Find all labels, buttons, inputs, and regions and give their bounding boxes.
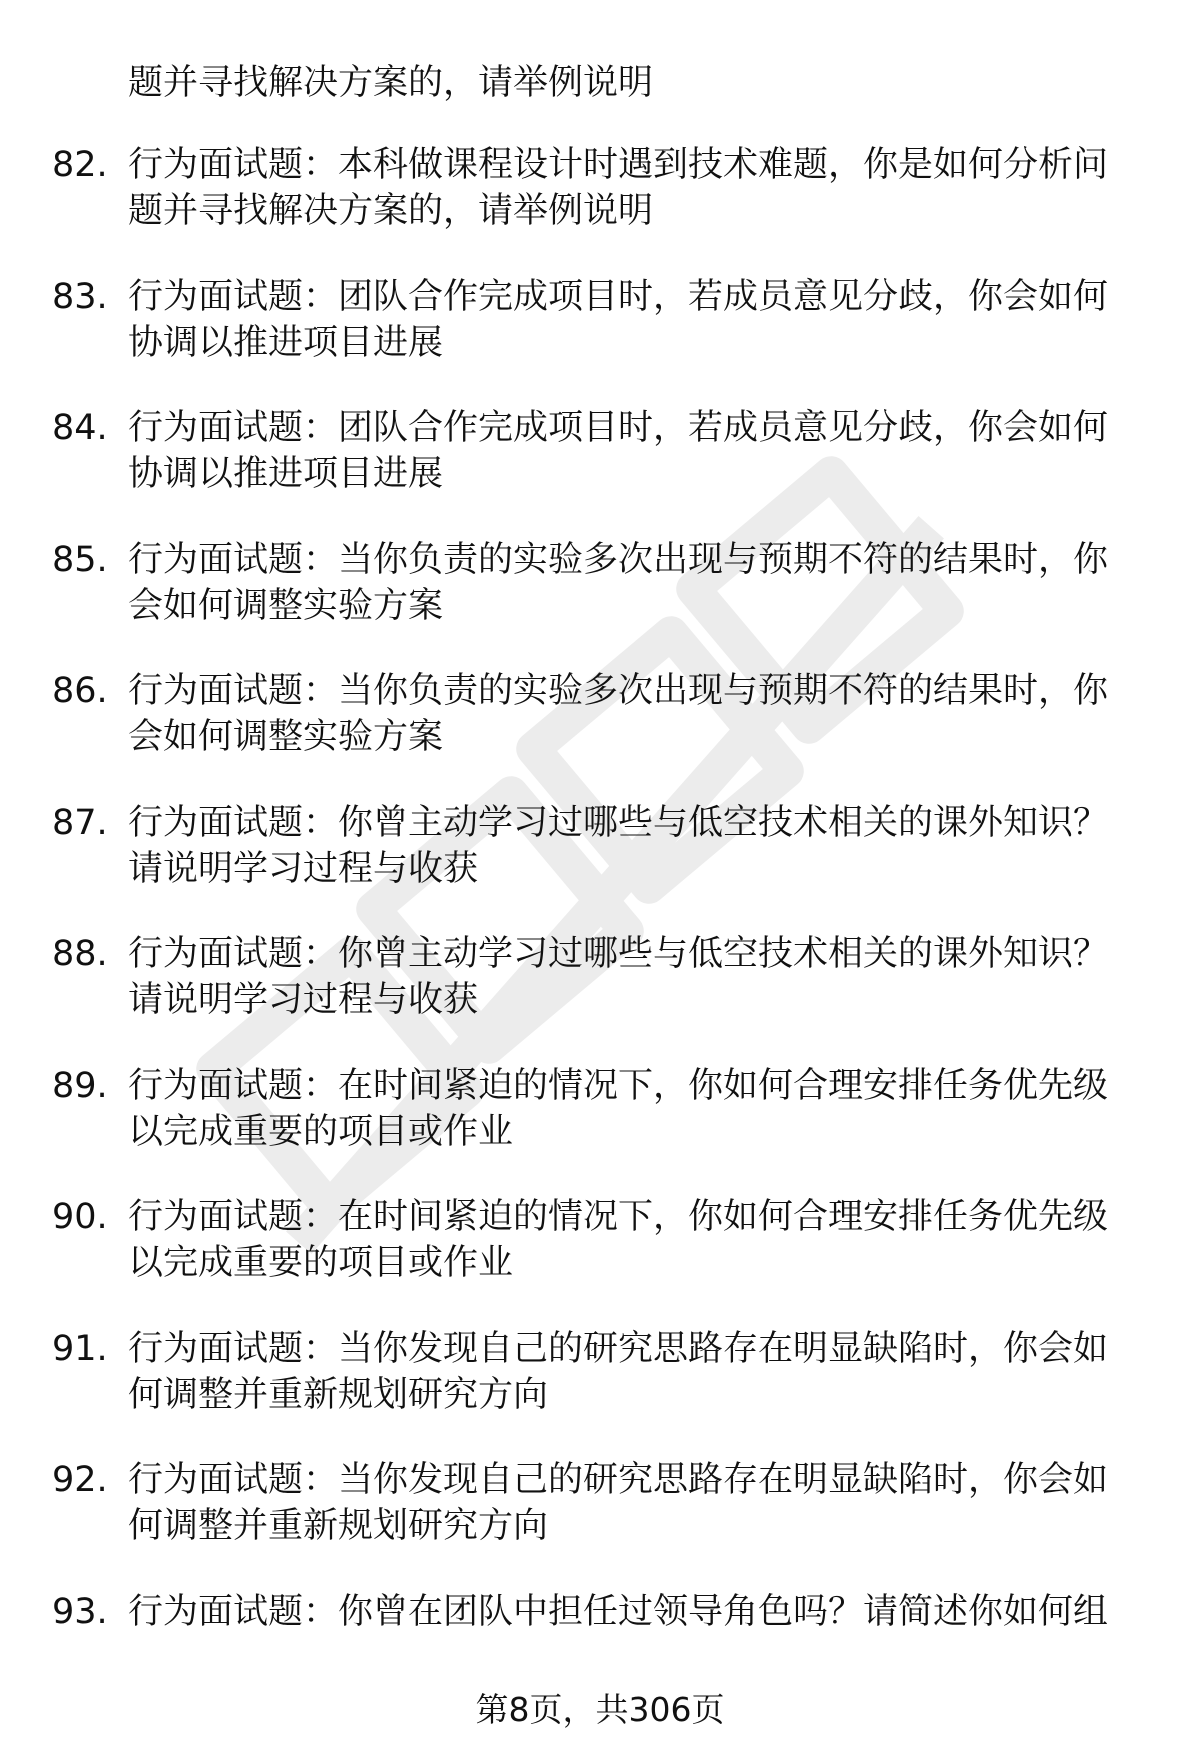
- question-text-line: 何调整并重新规划研究方向: [128, 1374, 549, 1415]
- question-number: 84.: [52, 408, 108, 448]
- question-text-line: 行为面试题：你曾主动学习过哪些与低空技术相关的课外知识？: [128, 802, 1109, 843]
- question-number: 85.: [52, 539, 108, 580]
- question-text-line: 行为面试题：本科做课程设计时遇到技术难题，你是如何分析问: [128, 145, 1109, 185]
- question-number: 92.: [52, 1460, 108, 1500]
- question-item: [0, 537, 1200, 669]
- question-text-line: 会如何调整实验方案: [128, 585, 444, 626]
- continued-question-text: 题并寻找解决方案的，请举例说明: [128, 63, 654, 103]
- page-footer: 第8页，共306页: [475, 1690, 725, 1729]
- question-item: [0, 142, 1200, 274]
- question-text: [128, 1457, 1138, 1549]
- question-item: [0, 405, 1200, 537]
- question-text-line: 行为面试题：在时间紧迫的情况下，你如何合理安排任务优先级: [128, 1197, 1109, 1237]
- question-list: [0, 142, 1200, 1720]
- question-text: [128, 274, 1138, 366]
- question-text-line: 协调以推进项目进展: [128, 454, 444, 494]
- question-item: [0, 1063, 1200, 1195]
- question-text-line: 协调以推进项目进展: [128, 322, 444, 363]
- question-number: 82.: [52, 145, 108, 185]
- question-text-line: 行为面试题：团队合作完成项目时，若成员意见分歧，你会如何: [128, 276, 1109, 317]
- question-item: [0, 931, 1200, 1063]
- question-number: 90.: [52, 1197, 108, 1237]
- question-text: [128, 1326, 1138, 1418]
- question-text-line: 以完成重要的项目或作业: [128, 1111, 514, 1152]
- question-text-line: 行为面试题：你曾主动学习过哪些与低空技术相关的课外知识？: [128, 934, 1109, 974]
- question-text-line: 行为面试题：团队合作完成项目时，若成员意见分歧，你会如何: [128, 408, 1109, 448]
- question-text: [128, 537, 1138, 629]
- question-item: [0, 1457, 1200, 1589]
- question-item: [0, 1194, 1200, 1326]
- question-text-line: 行为面试题：当你发现自己的研究思路存在明显缺陷时，你会如: [128, 1328, 1109, 1369]
- question-text-line: 会如何调整实验方案: [128, 717, 444, 757]
- question-text: [128, 1194, 1138, 1286]
- question-item: [0, 668, 1200, 800]
- question-number: 86.: [52, 671, 108, 711]
- question-text-line: 请说明学习过程与收获: [128, 848, 479, 889]
- question-number: 89.: [52, 1065, 108, 1106]
- question-text-line: 以完成重要的项目或作业: [128, 1243, 514, 1283]
- question-text-line: 请说明学习过程与收获: [128, 980, 479, 1020]
- question-text: [128, 1589, 1138, 1635]
- question-item: [0, 800, 1200, 932]
- question-number: 87.: [52, 802, 108, 843]
- question-text: [128, 1063, 1138, 1155]
- question-text: [128, 405, 1138, 497]
- question-text-line: 行为面试题：当你负责的实验多次出现与预期不符的结果时，你: [128, 539, 1109, 580]
- question-text-line: 何调整并重新规划研究方向: [128, 1506, 549, 1546]
- question-text: [128, 142, 1138, 234]
- question-text-line: 题并寻找解决方案的，请举例说明: [128, 191, 654, 231]
- question-number: 88.: [52, 934, 108, 974]
- question-text-line: 行为面试题：在时间紧迫的情况下，你如何合理安排任务优先级: [128, 1065, 1109, 1106]
- question-item: [0, 274, 1200, 406]
- question-text: [128, 931, 1138, 1023]
- question-text-line: 行为面试题：当你发现自己的研究思路存在明显缺陷时，你会如: [128, 1460, 1109, 1500]
- question-text-line: 行为面试题：当你负责的实验多次出现与预期不符的结果时，你: [128, 671, 1109, 711]
- question-text: [128, 668, 1138, 760]
- question-number: 93.: [52, 1591, 108, 1632]
- question-number: 91.: [52, 1328, 108, 1369]
- question-item: [0, 1326, 1200, 1458]
- question-text: [128, 800, 1138, 892]
- question-number: 83.: [52, 276, 108, 317]
- question-text-line: 行为面试题：你曾在团队中担任过领导角色吗？请简述你如何组: [128, 1591, 1109, 1632]
